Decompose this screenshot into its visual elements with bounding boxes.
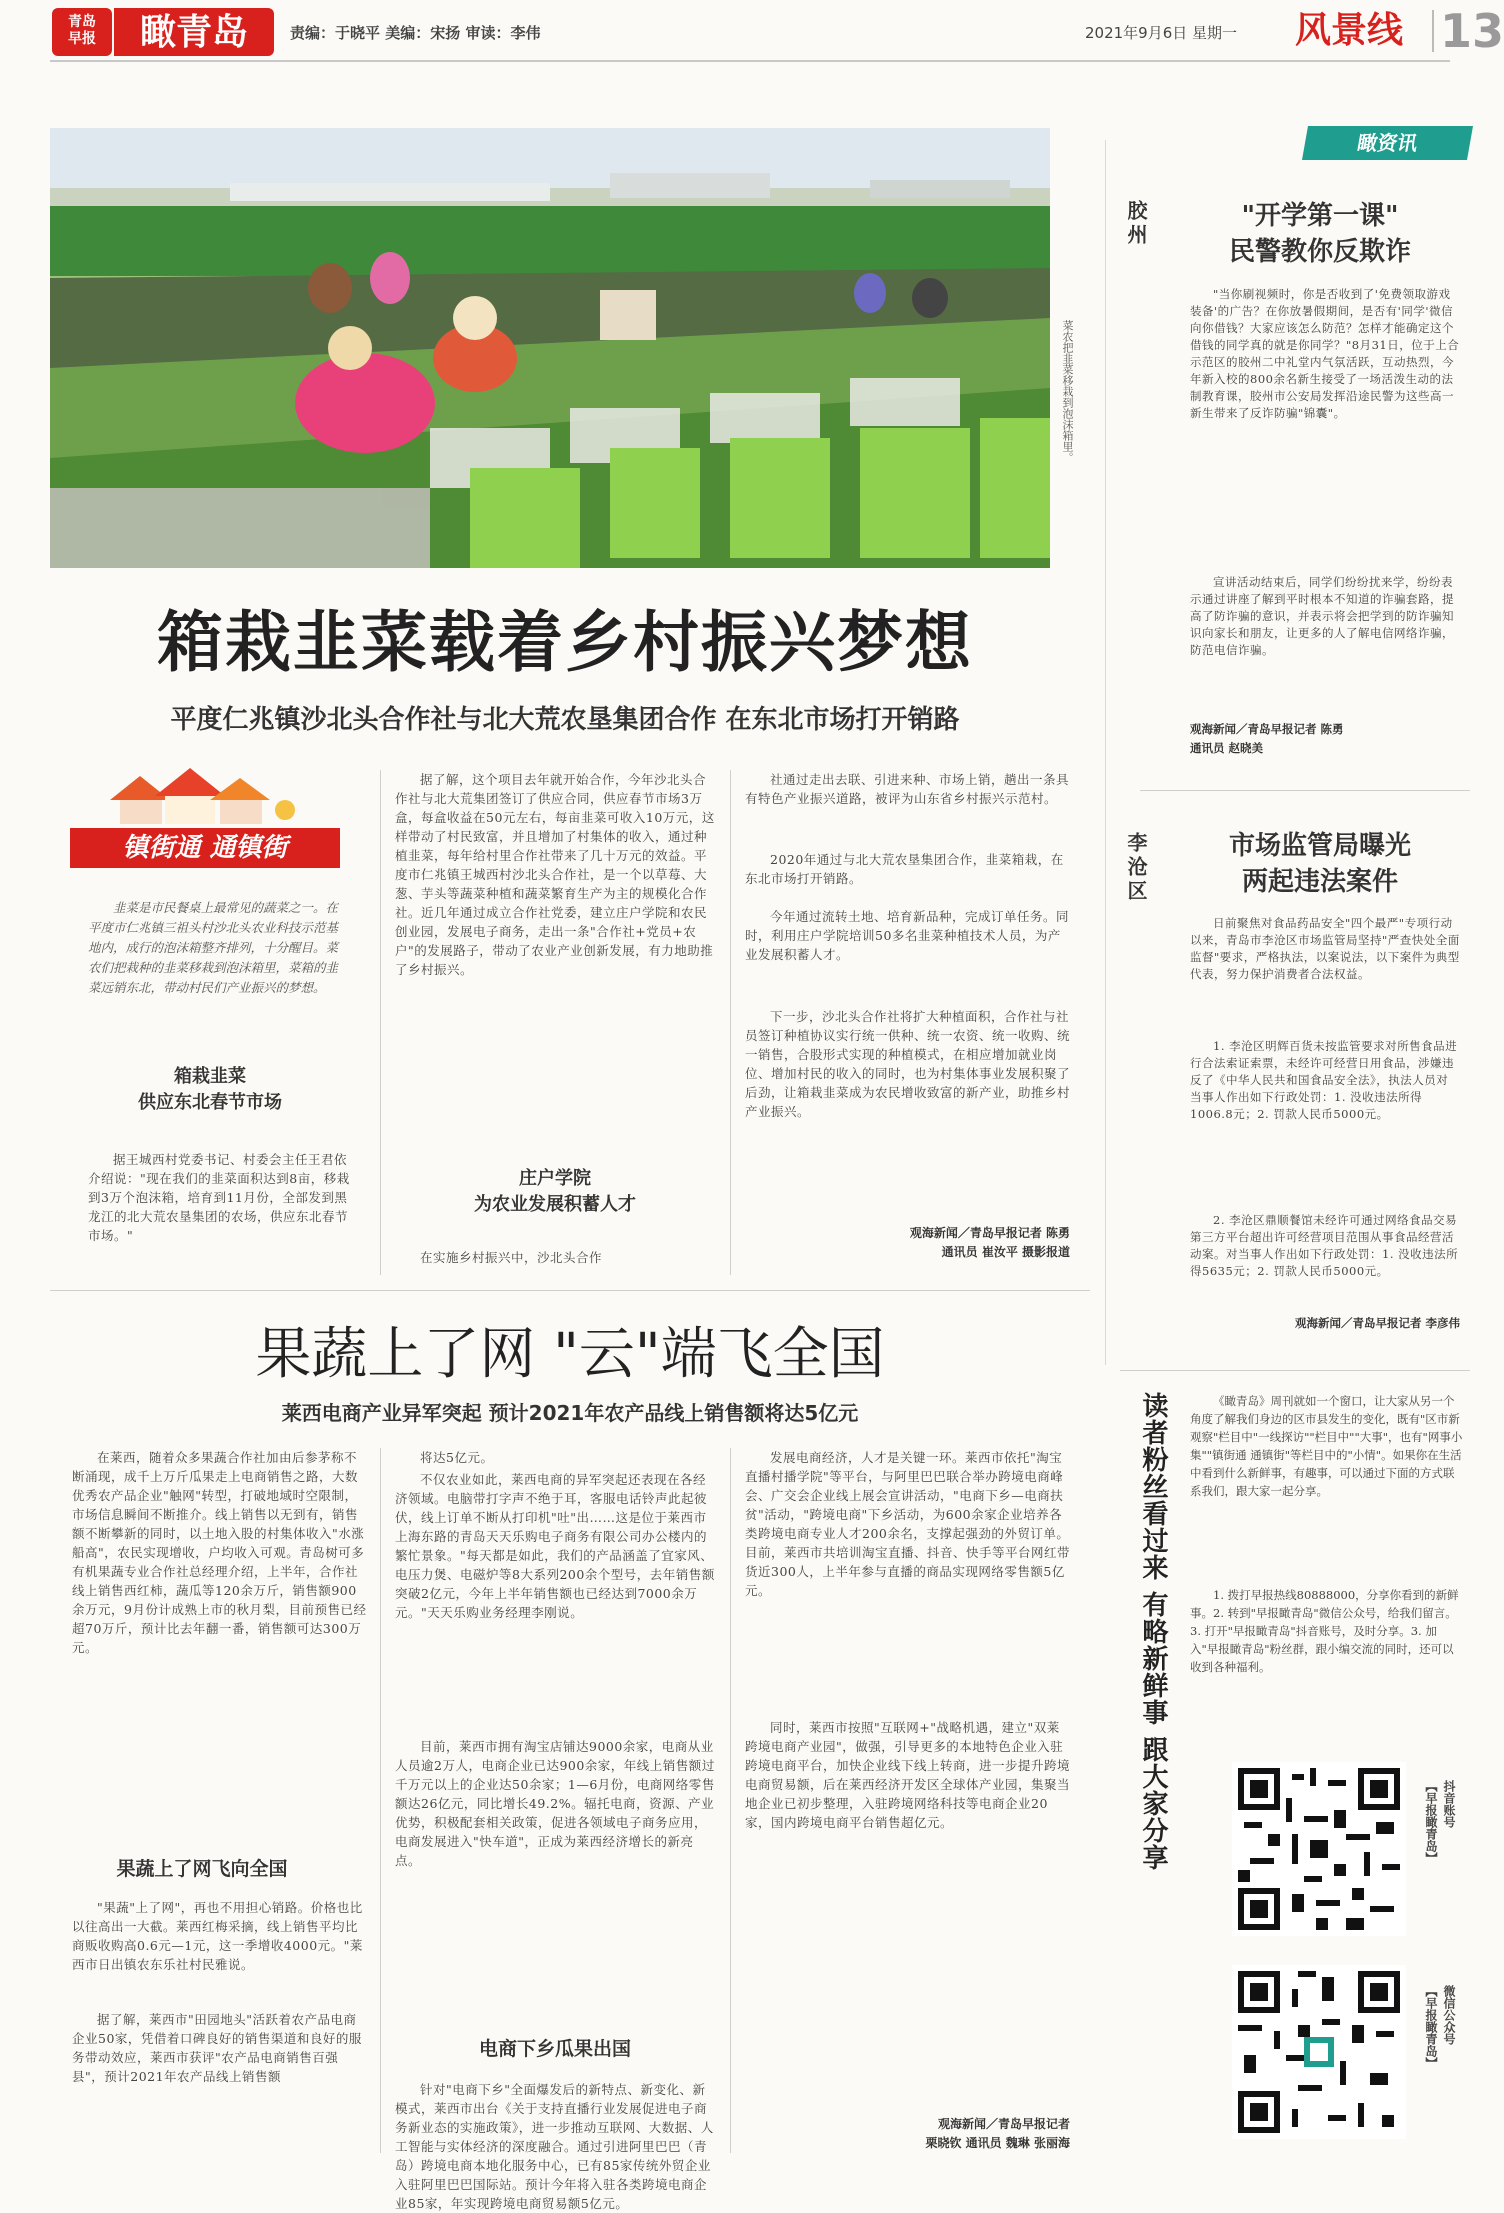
masthead-divider bbox=[1432, 10, 1434, 52]
article1-section2-title: 庄户学院 为农业发展积蓄人才 bbox=[474, 1168, 636, 1215]
article2-col1-text: 在莱西，随着众多果蔬合作社加由后参茅称不断涌现，成千上万斤瓜果走上电商销售之路，大数优秀农产品企业"触网"转型，打破地域时空限制，市场信息瞬间不断推介。线上销售以无到有，销售额不断攀新的同时，以土地入股的村集体收入"水涨船高"，农民实现增收，户均收入可观。青岛树可多有机果蔬专业合作社总经理介绍，上半年，合作社线上销售西红柿，蔬瓜等120余万斤，销售额900余万元，9月份计成熟上市的秋月梨，目前预售已经超70万斤，预计比去年翻一番，销售额可达300万元。 bbox=[72, 1450, 367, 1655]
page-number: 13 bbox=[1440, 4, 1504, 58]
sidebar-divider bbox=[1105, 140, 1106, 1365]
qr-code-douyin[interactable] bbox=[1232, 1762, 1406, 1936]
sidebar-article2-text-b: 1. 李沧区明辉百货未按监管要求对所售食品进行合法索证索票，未经许可经营日用食品，涉嫌违反了《中华人民共和国食品安全法》，执法人员对当事人作出如下行政处罚：1. 没收违法所得1006.8元；2. 罚款人民币5000元。 bbox=[1190, 1039, 1458, 1121]
district-2-label: 李沧区 bbox=[1124, 832, 1148, 904]
sidebar-district-1 bbox=[1125, 200, 1151, 248]
sidebar-article1-text-b: 宣讲活动结束后，同学们纷纷扰来学，纷纷表示通过讲座了解到平时根本不知道的诈骗套路，提高了防诈骗的意识，并表示将会把学到的防诈骗知识向家长和朋友，让更多的人了解电信网络诈骗，防范电信诈骗。 bbox=[1190, 575, 1454, 657]
promo-text: 《瞰青岛》周刊就如一个窗口，让大家从另一个角度了解我们身边的区市县发生的变化，既有"区市新观察"栏目中"一线探访""栏目中""大事"，也有"网事小集""镇街通 通镇街"等栏目中的"小情"。如果你在生活中看到什么新鲜事，有趣事，可以通过下面的方式联系我们，跟大家一起分享。 bbox=[1190, 1394, 1463, 1498]
article1-col2-text: 据了解，这个项目去年就开始合作，今年沙北头合作社与北大荒集团签订了供应合同，供应春节市场3万盒，每盒收益在50元左右，每亩韭菜可收入10万元，这样带动了村民致富，并且增加了村集体的收入，通过种植韭菜，每年给村里合作社带来了几十万元的效益。平度市仁兆镇王城西村沙北头合作社，是一个以草莓、大葱、芋头等蔬菜种植和蔬菜繁育生产为主的规模化合作社。近几年通过成立合作社党委，建立庄户学院和农民创业园，发展电子商务，走出一条"合作社+党员+农户"的发展路子，带动了农业产业创新发展，有力地助推了乡村振兴。 bbox=[395, 772, 715, 977]
sidebar-article2-byline: 观海新闻／青岛早报记者 李彦伟 bbox=[1294, 1316, 1460, 1330]
article1-col3-text: 社通过走出去联、引进来种、市场上销，趟出一条具有特色产业振兴道路，被评为山东省乡村振兴示范村。 bbox=[745, 772, 1070, 806]
article1-headline: 箱栽韭菜载着乡村振兴梦想 bbox=[157, 604, 973, 681]
promo-vertical-title: 读者粉丝看过来 有略新鲜事 跟大家分享 bbox=[1138, 1392, 1168, 1872]
sidebar-tag: 瞰资讯 bbox=[1302, 126, 1473, 160]
sidebar-article1-byline: 观海新闻／青岛早报记者 陈勇 通讯员 赵晓美 bbox=[1190, 722, 1344, 755]
article2-col3-text: 发展电商经济，人才是关键一环。莱西市依托"淘宝直播村播学院"等平台，与阿里巴巴联合举办跨境电商峰会、广交会企业线上展会宣讲活动，"电商下乡—电商扶贫"活动，"跨境电商"下乡活动，为600余家企业培养各类跨境电商专业人才200余名，支撑起强劲的外贸订单。目前，莱西市共培训淘宝直播、抖音、快手等平台网红带货近300人，上半年参与直播的商品实现网络零售额5亿元。 bbox=[745, 1450, 1071, 1598]
column-divider bbox=[730, 770, 731, 1275]
newspaper-logo bbox=[52, 8, 112, 56]
article2-section1-title: 果蔬上了网飞向全国 bbox=[116, 1858, 288, 1880]
section-name: 风景线 bbox=[1295, 10, 1404, 51]
article2-headline: 果蔬上了网 "云"端飞全国 bbox=[255, 1322, 885, 1387]
qr-code-wechat[interactable] bbox=[1232, 1965, 1406, 2139]
issue-date: 2021年9月6日 星期一 bbox=[1085, 24, 1238, 42]
sidebar-article1-text: "当你刷视频时，你是否收到了'免费领取游戏装备'的广告？在你放暑假期间，是否有'同学'微信向你借钱？大家应该怎么防范？怎样才能确定这个借钱的同学真的就是你同学？"8月31日，位于上合示范区的胶州二中礼堂内气氛活跃，互动热烈，今年新入校的800余名新生接受了一场活泼生动的法制教育课，胶州市公安局发挥沿途民警为这些高一新生带来了反诈防骗"锦囊"。 bbox=[1190, 287, 1460, 420]
article2-col1-text-c: 据了解，莱西市"田园地头"活跃着农产品电商企业50家，凭借着口碑良好的销售渠道和良好的服务带动效应，莱西市获评"农产品电商销售百强县"，预计2021年农产品线上销售额 bbox=[72, 2012, 362, 2084]
article1-col2-text-b: 在实施乡村振兴中，沙北头合作 bbox=[420, 1250, 603, 1265]
article1-col3-text-c: 今年通过流转土地、培育新品种，完成订单任务。同时，利用庄户学院培训50多名韭菜种植技术人员，为产业发展积蓄人才。 bbox=[745, 909, 1070, 962]
sidebar-article2-title: 市场监管局曝光 两起违法案件 bbox=[1228, 831, 1411, 897]
column-divider bbox=[730, 1448, 731, 2153]
article-separator bbox=[50, 1290, 1090, 1291]
sidebar-separator bbox=[1120, 1370, 1470, 1371]
article2-subheadline: 莱西电商产业异军突起 预计2021年农产品线上销售额将达5亿元 bbox=[281, 1401, 859, 1425]
leek-field-photo bbox=[50, 128, 1050, 568]
article1-col3-text-b: 2020年通过与北大荒农垦集团合作，韭菜箱栽，在东北市场打开销路。 bbox=[745, 852, 1064, 886]
article2-col3-text-b: 同时，莱西市按照"互联网+"战略机遇，建立"双莱跨境电商产业园"，做强，引导更多的本地特色企业入驻跨境电商平台，加快企业线下线上转商，进一步提升跨境电商贸易额，后在莱西经济开发区全球体产业园，集聚当地企业已初步整理，入驻跨境网络科技等电商企业20家，国内跨境电商平台销售超亿元。 bbox=[745, 1720, 1071, 1830]
article1-intro: 韭菜是市民餐桌上最常见的蔬菜之一。在平度市仁兆镇三祖头村沙北头农业科技示范基地内，成行的泡沫箱整齐排列，十分醒目。菜农们把栽种的韭菜移栽到泡沫箱里，菜箱的韭菜远销东北，带动村民们产业振兴的梦想。 bbox=[88, 900, 339, 995]
column-divider bbox=[380, 770, 381, 1275]
column-logo bbox=[70, 758, 340, 878]
sidebar-separator bbox=[1140, 790, 1470, 791]
sidebar-article2-text-c: 2. 李沧区鼎顺餐馆未经许可通过网络食品交易第三方平台超出许可经营项目范围从事食品经营活动案。对当事人作出如下行政处罚：1. 没收违法所得5635元；2. 罚款人民币5000元。 bbox=[1190, 1213, 1459, 1278]
article1-byline: 观海新闻／青岛早报记者 陈勇 通讯员 崔汝平 摄影报道 bbox=[909, 1226, 1070, 1259]
article2-byline: 观海新闻／青岛早报记者 栗晓钦 通讯员 魏琳 张丽海 bbox=[925, 2117, 1070, 2150]
article2-col2-text-d: 针对"电商下乡"全面爆发后的新特点、新变化、新模式，莱西市出台《关于支持直播行业发展促进电子商务新业态的实施政策》，进一步推动互联网、大数据、人工智能与实体经济的深度融合。通过引进阿里巴巴（青岛）跨境电商本地化服务中心，已有85家传统外贸企业入驻阿里巴巴国际站。预计今年将入驻各类跨境电商企业85家，年实现跨境电商贸易额5亿元。 bbox=[395, 2082, 714, 2211]
masthead-rule bbox=[50, 60, 1450, 62]
sidebar-article1-title: "开学第一课" 民警教你反欺诈 bbox=[1228, 201, 1411, 267]
article2-section2-title: 电商下乡瓜果出国 bbox=[478, 2038, 631, 2060]
editors-line: 责编：于晓平 美编：宋扬 审读：李伟 bbox=[290, 24, 541, 42]
article1-subheadline: 平度仁兆镇沙北头合作社与北大荒农垦集团合作 在东北市场打开销路 bbox=[170, 705, 960, 735]
article1-col1-text: 据王城西村党委书记、村委会主任王君依介绍说："现在我们的韭菜面积达到8亩，移栽到3万个泡沫箱，培育到11月份，全部发到黑龙江的北大荒农垦集团的农场，供应东北春节市场。" bbox=[88, 1152, 350, 1243]
article1-col3-text-d: 下一步，沙北头合作社将扩大种植面积，合作社与社员签订种植协议实行统一供种、统一农资、统一收购、统一销售，合股形式实现的种植模式，在相应增加就业岗位、增加村民的收入的同时，也为村集体事业发展积聚了后劲，让箱栽韭菜成为农民增收致富的新产业，助推乡村产业振兴。 bbox=[745, 1009, 1071, 1119]
district-1-label: 胶州 bbox=[1124, 200, 1148, 248]
photo-caption: 菜农把韭菜移栽到泡沫箱里。 bbox=[1061, 320, 1074, 463]
article2-col2-text-b: 不仅农业如此，莱西电商的异军突起还表现在各经济领域。电脑带打字声不绝于耳，客服电话铃声此起彼伏，线上订单不断从打印机"吐"出……这是位于莱西市上海东路的青岛天天乐购电子商务有限公司办公楼内的繁忙景象。"每天都是如此，我们的产品涵盖了宜家风、电压力煲、电磁炉等8大系列200余个型号，去年销售额突破2亿元，今年上半年销售额也已经达到7000余万元。"天天乐购业务经理李刚说。 bbox=[395, 1472, 715, 1620]
column-divider bbox=[380, 1448, 381, 2153]
article2-col1-text-b: "果蔬"上了网"，再也不用担心销路。价格也比以往高出一大截。莱西红梅采摘，线上销售平均比商贩收购高0.6元—1元，这一季增收4000元。"莱西市日出镇农东乐社村民雅说。 bbox=[72, 1900, 363, 1972]
promo-text-b: 1. 拨打早报热线80888000，分享你看到的新鲜事。2. 转到"早报瞰青岛"微信公众号，给我们留言。3. 打开"早报瞰青岛"抖音账号，及时分享。3. 加入"早报瞰青岛"粉丝群，跟小编交流的同时，还可以收到各种福利。 bbox=[1190, 1588, 1459, 1674]
masthead bbox=[0, 0, 1504, 62]
column-logo-text: 镇街通 通镇街 bbox=[70, 828, 340, 868]
article2-col2-text: 将达5亿元。 bbox=[420, 1450, 494, 1465]
sidebar-article2-text: 日前聚焦对食品药品安全"四个最严"专项行动以来，青岛市李沧区市场监管局坚持"严查快处全面监督"要求，严格执法，以案说法，以下案件为典型代表，努力保护消费者合法权益。 bbox=[1190, 916, 1460, 981]
sidebar-district-2 bbox=[1125, 832, 1151, 904]
qr1-label: 抖音账号 【早报瞰青岛】 bbox=[1424, 1780, 1456, 1864]
column-name: 瞰青岛 bbox=[114, 8, 274, 56]
logo-text: 青岛早报 bbox=[68, 14, 96, 47]
article1-section1-title: 箱栽韭菜 供应东北春节市场 bbox=[138, 1066, 282, 1113]
qr2-label: 微信公众号 【早报瞰青岛】 bbox=[1424, 1985, 1456, 2069]
article2-col2-text-c: 目前，莱西市拥有淘宝店铺达9000余家，电商从业人员逾2万人，电商企业已达900余家，年线上销售额过千万元以上的企业达50余家；1—6月份，电商网络零售额达26亿元，同比增长49.2%。辐托电商，资源、产业优势，积极配套相关政策，促进各领域电子商务应用，电商发展进入"快车道"，正成为莱西经济增长的新亮点。 bbox=[395, 1739, 715, 1868]
